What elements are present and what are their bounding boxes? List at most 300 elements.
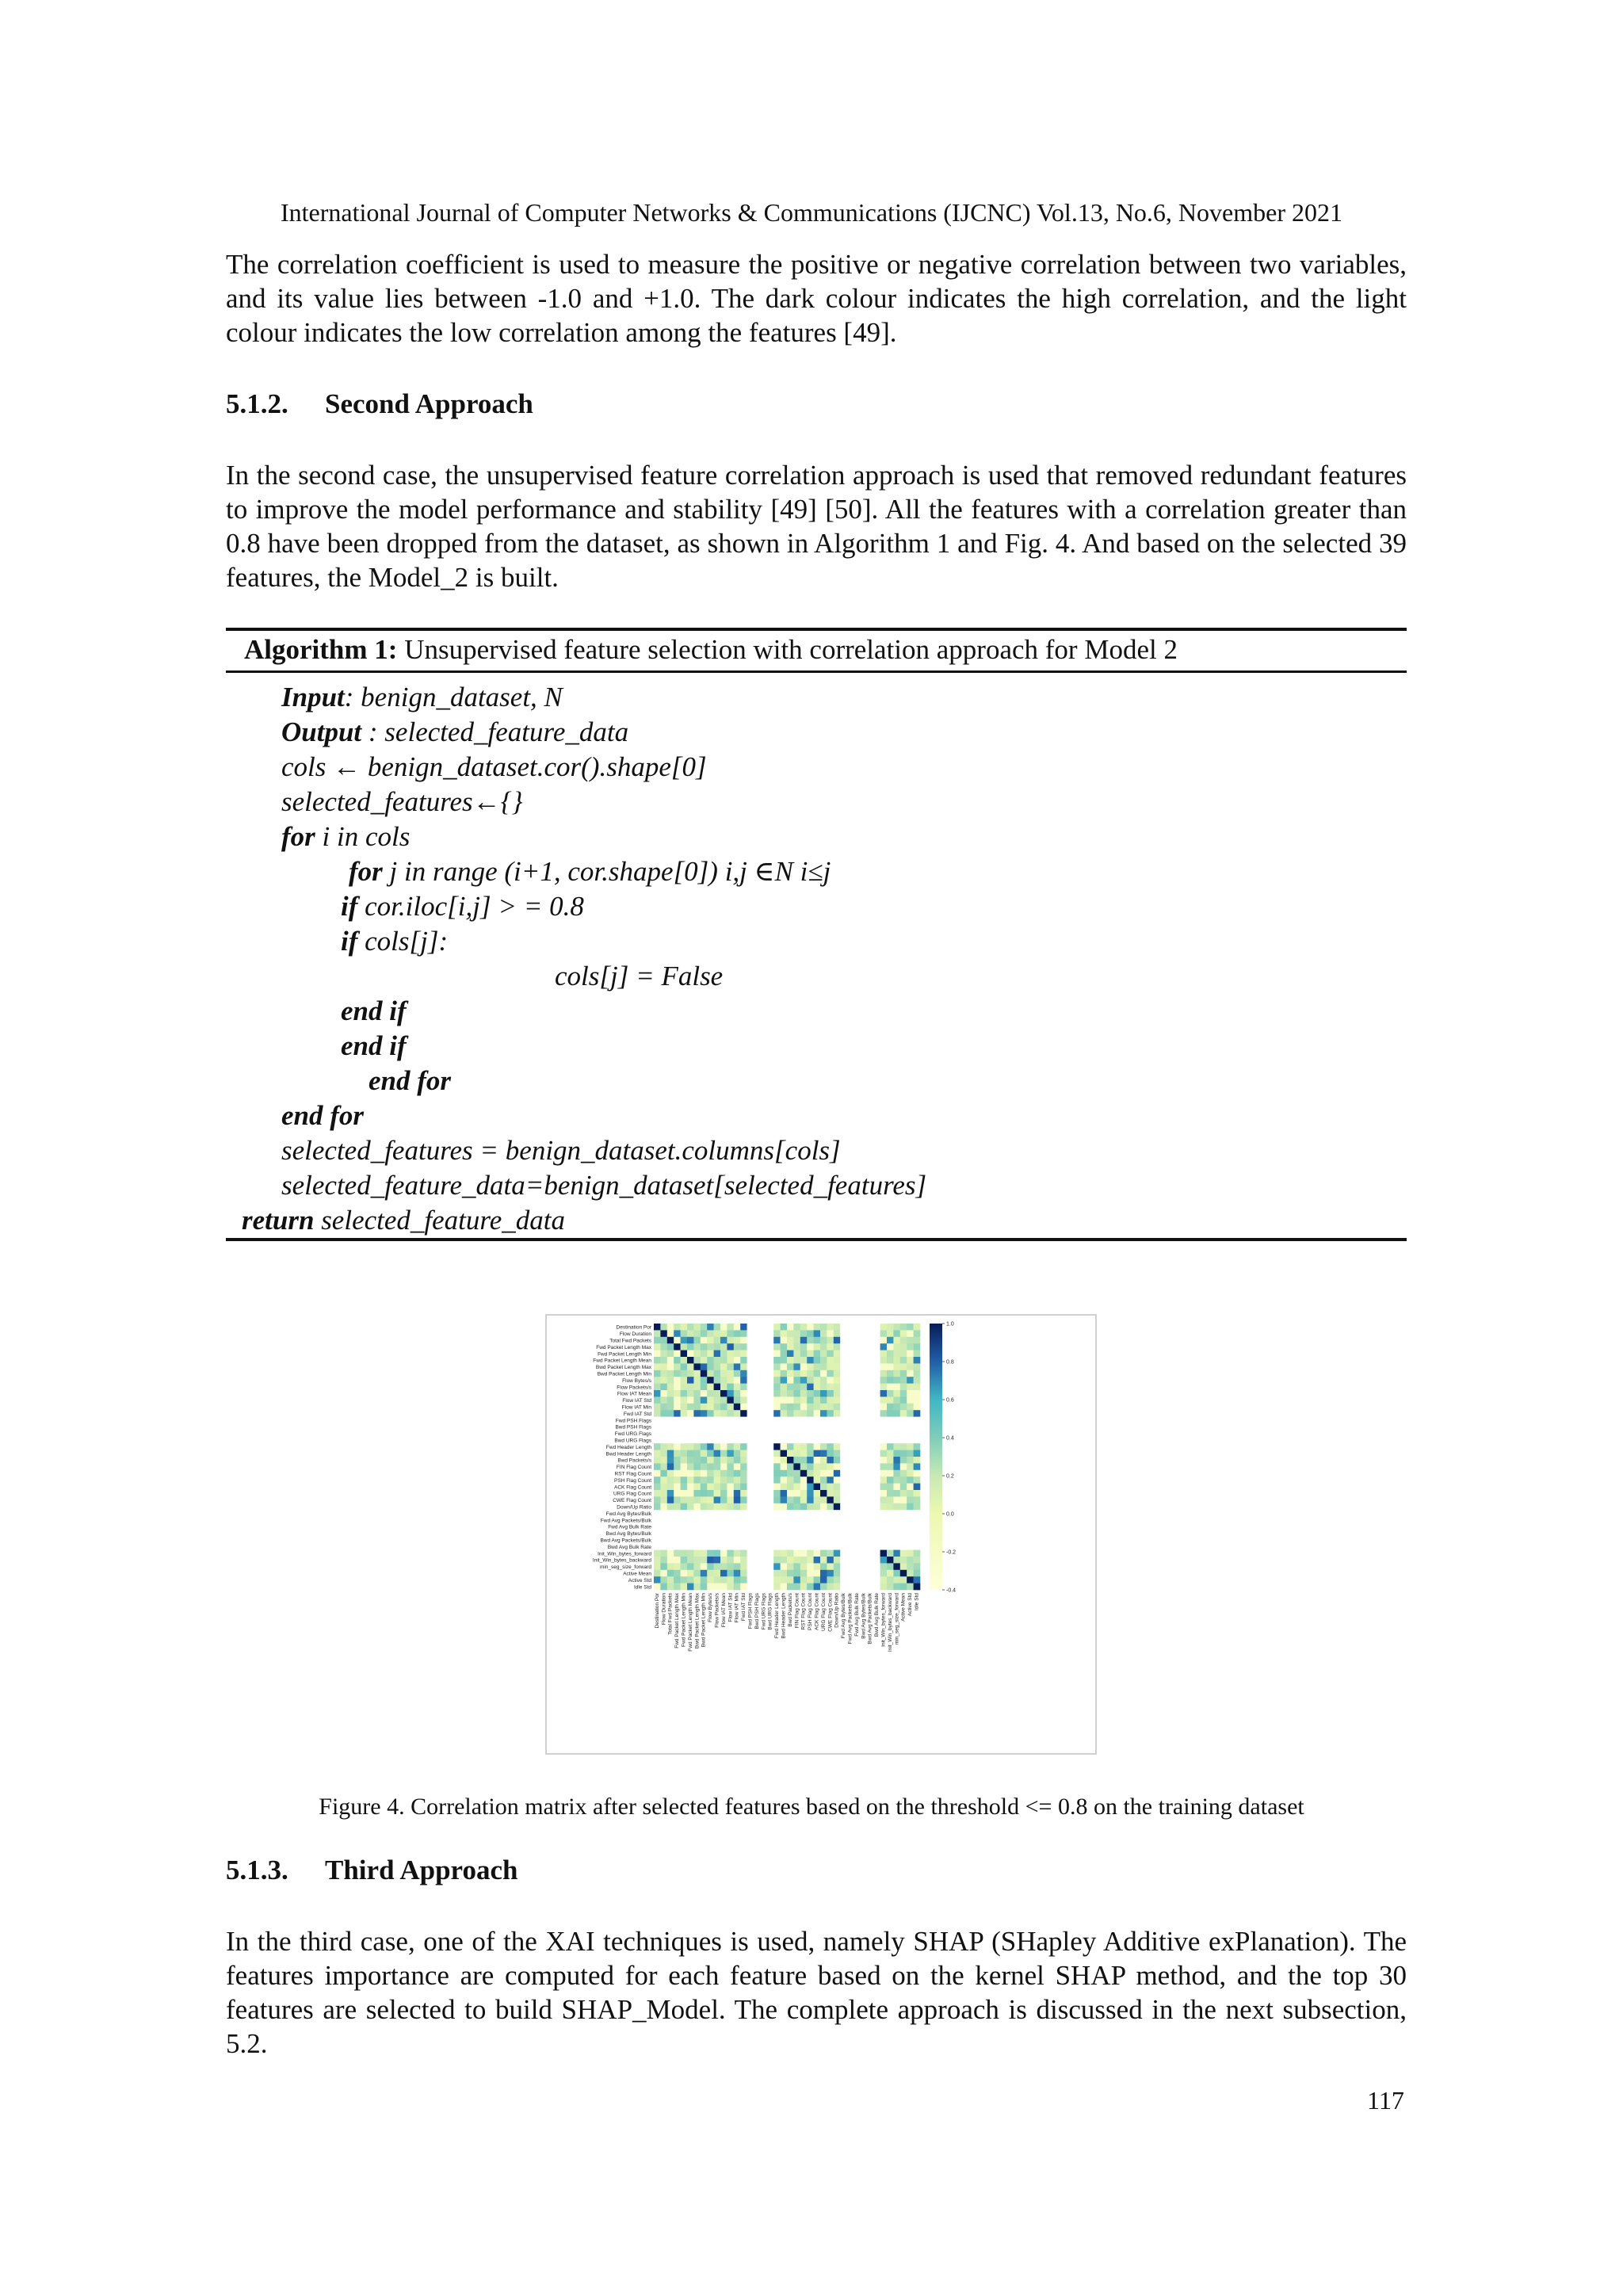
heatmap-cell: [734, 1324, 741, 1331]
heatmap-cell: [701, 1390, 708, 1397]
heatmap-cell: [714, 1550, 721, 1557]
heatmap-cell: [727, 1417, 734, 1424]
heatmap-cell: [693, 1443, 701, 1450]
heatmap-cell: [681, 1550, 688, 1557]
heatmap-cell: [860, 1517, 867, 1524]
heatmap-cell: [760, 1517, 767, 1524]
heatmap-cell: [827, 1484, 834, 1491]
heatmap-cell: [767, 1570, 774, 1577]
heatmap-cell: [693, 1417, 701, 1424]
heatmap-cell: [847, 1417, 854, 1424]
heatmap-cell: [734, 1410, 741, 1417]
heatmap-cell: [807, 1517, 814, 1524]
heatmap-cell: [674, 1537, 681, 1544]
heatmap-cell: [693, 1343, 701, 1350]
heatmap-row-label: Fwd Avg Bytes/Bulk: [605, 1511, 651, 1517]
heatmap-cell: [907, 1343, 914, 1350]
heatmap-cell: [893, 1410, 900, 1417]
heatmap-cell: [814, 1396, 821, 1404]
heatmap-cell: [681, 1570, 688, 1577]
algorithm-line: [555, 961, 723, 992]
heatmap-cell: [807, 1384, 814, 1391]
heatmap-cell: [793, 1423, 800, 1431]
heatmap-cell: [827, 1324, 834, 1331]
heatmap-cell: [727, 1370, 734, 1377]
heatmap-col-label: Flow IAT Min: [734, 1593, 740, 1623]
heatmap-cell: [727, 1437, 734, 1444]
heatmap-cell: [747, 1363, 754, 1370]
heatmap-cell: [807, 1570, 814, 1577]
heatmap-cell: [827, 1576, 834, 1584]
heatmap-cell: [867, 1523, 874, 1530]
heatmap-cell: [714, 1410, 721, 1417]
heatmap-cell: [681, 1337, 688, 1344]
heatmap-cell: [727, 1384, 734, 1391]
heatmap-cell: [887, 1543, 894, 1550]
heatmap-cell: [847, 1384, 854, 1391]
heatmap-cell: [854, 1496, 861, 1503]
heatmap-cell: [793, 1363, 800, 1370]
heatmap-cell: [740, 1496, 747, 1503]
heatmap-cell: [727, 1490, 734, 1497]
heatmap-cell: [707, 1330, 714, 1337]
heatmap-cell: [707, 1404, 714, 1411]
heatmap-cell: [740, 1543, 747, 1550]
heatmap-cell: [787, 1570, 794, 1577]
heatmap-cell: [740, 1550, 747, 1557]
heatmap-cell: [654, 1443, 661, 1450]
heatmap-cell: [854, 1404, 861, 1411]
heatmap-cell: [873, 1503, 880, 1511]
heatmap-cell: [660, 1517, 667, 1524]
heatmap-cell: [900, 1357, 907, 1364]
heatmap-cell: [847, 1324, 854, 1331]
heatmap-cell: [880, 1377, 888, 1384]
heatmap-cell: [800, 1390, 808, 1397]
heatmap-cell: [893, 1390, 900, 1397]
heatmap-cell: [840, 1550, 847, 1557]
heatmap-cell: [754, 1390, 761, 1397]
heatmap-cell: [807, 1496, 814, 1503]
heatmap-cell: [914, 1437, 921, 1444]
heatmap-cell: [660, 1357, 667, 1364]
heatmap-cell: [747, 1557, 754, 1564]
heatmap-cell: [707, 1463, 714, 1470]
heatmap-cell: [860, 1557, 867, 1564]
heatmap-cell: [814, 1410, 821, 1417]
heatmap-cell: [887, 1484, 894, 1491]
heatmap-cell: [707, 1450, 714, 1457]
heatmap-col-label: Bwd Avg Bytes/Bulk: [861, 1593, 867, 1639]
heatmap-cell: [667, 1357, 674, 1364]
heatmap-cell: [834, 1350, 841, 1358]
heatmap-cell: [701, 1370, 708, 1377]
heatmap-col-label: Bwd Packet Length Max: [694, 1593, 701, 1649]
heatmap-cell: [781, 1576, 788, 1584]
heatmap-cell: [740, 1423, 747, 1431]
heatmap-cell: [907, 1443, 914, 1450]
heatmap-cell: [727, 1557, 734, 1564]
heatmap-cell: [893, 1337, 900, 1344]
heatmap-cell: [754, 1490, 761, 1497]
heatmap-cell: [767, 1576, 774, 1584]
heatmap-cell: [880, 1417, 888, 1424]
heatmap-cell: [793, 1484, 800, 1491]
heatmap-cell: [887, 1463, 894, 1470]
heatmap-row-label: Flow IAT Mean: [617, 1391, 651, 1397]
heatmap-cell: [693, 1430, 701, 1437]
heatmap-cell: [773, 1550, 781, 1557]
heatmap-cell: [760, 1417, 767, 1424]
heatmap-cell: [880, 1484, 888, 1491]
heatmap-cell: [720, 1410, 727, 1417]
second-approach-paragraph: In the second case, the unsupervised feature correlation approach is used that removed redundant features to improve the model performance and stability [49] [50]. All the features with a correlation greater than 0.8 have been dropped from the dataset, as shown in Algorithm 1 and Fig. 4. And based on the selected 39 features, the Model_2 is built.: [226, 460, 1407, 593]
heatmap-cell: [747, 1550, 754, 1557]
heatmap-cell: [900, 1404, 907, 1411]
heatmap-cell: [820, 1523, 827, 1530]
heatmap-cell: [747, 1503, 754, 1511]
heatmap-cell: [767, 1470, 774, 1477]
heatmap-cell: [800, 1337, 808, 1344]
heatmap-cell: [854, 1396, 861, 1404]
heatmap-cell: [793, 1450, 800, 1457]
heatmap-cell: [681, 1343, 688, 1350]
heatmap-row-label: ACK Flag Count: [614, 1484, 651, 1491]
heatmap-cell: [827, 1557, 834, 1564]
heatmap-cell: [767, 1557, 774, 1564]
heatmap-cell: [701, 1530, 708, 1537]
heatmap-cell: [907, 1530, 914, 1537]
heatmap-cell: [781, 1517, 788, 1524]
heatmap-cell: [914, 1450, 921, 1457]
heatmap-cell: [654, 1517, 661, 1524]
heatmap-cell: [887, 1437, 894, 1444]
heatmap-cell: [787, 1550, 794, 1557]
heatmap-cell: [701, 1450, 708, 1457]
heatmap-cell: [660, 1576, 667, 1584]
heatmap-cell: [773, 1576, 781, 1584]
heatmap-cell: [747, 1450, 754, 1457]
heatmap-cell: [701, 1550, 708, 1557]
heatmap-cell: [760, 1477, 767, 1484]
heatmap-cell: [900, 1430, 907, 1437]
heatmap-cell: [860, 1510, 867, 1517]
heatmap-cell: [674, 1417, 681, 1424]
heatmap-cell: [914, 1343, 921, 1350]
heatmap-cell: [914, 1384, 921, 1391]
heatmap-cell: [907, 1510, 914, 1517]
heatmap-cell: [667, 1490, 674, 1497]
heatmap-cell: [720, 1450, 727, 1457]
heatmap-cell: [674, 1350, 681, 1358]
heatmap-cell: [701, 1417, 708, 1424]
heatmap-cell: [900, 1543, 907, 1550]
algorithm-bottom-rule: [226, 1238, 1407, 1241]
heatmap-cell: [814, 1517, 821, 1524]
heatmap-cell: [781, 1490, 788, 1497]
heatmap-cell: [747, 1390, 754, 1397]
heatmap-cell: [847, 1390, 854, 1397]
heatmap-cell: [834, 1457, 841, 1464]
heatmap-cell: [760, 1450, 767, 1457]
heatmap-cell: [820, 1457, 827, 1464]
algorithm-line: [242, 1205, 565, 1236]
heatmap-cell: [907, 1517, 914, 1524]
heatmap-cell: [907, 1363, 914, 1370]
heatmap-cell: [740, 1530, 747, 1537]
heatmap-cell: [867, 1370, 874, 1377]
heatmap-cell: [701, 1423, 708, 1431]
heatmap-cell: [914, 1423, 921, 1431]
heatmap-cell: [687, 1410, 694, 1417]
heatmap-cell: [727, 1450, 734, 1457]
heatmap-cell: [727, 1343, 734, 1350]
heatmap-cell: [867, 1550, 874, 1557]
heatmap-cell: [873, 1550, 880, 1557]
heatmap-cell: [707, 1417, 714, 1424]
heatmap-cell: [873, 1337, 880, 1344]
heatmap-cell: [720, 1363, 727, 1370]
heatmap-cell: [740, 1437, 747, 1444]
heatmap-cell: [793, 1523, 800, 1530]
heatmap-cell: [767, 1430, 774, 1437]
heatmap-cell: [834, 1496, 841, 1503]
heatmap-cell: [687, 1496, 694, 1503]
heatmap-cell: [687, 1343, 694, 1350]
heatmap-cell: [660, 1443, 667, 1450]
heatmap-cell: [814, 1496, 821, 1503]
heatmap-cell: [860, 1324, 867, 1331]
heatmap-cell: [867, 1490, 874, 1497]
heatmap-cell: [734, 1457, 741, 1464]
heatmap-cell: [807, 1563, 814, 1570]
heatmap-cell: [867, 1450, 874, 1457]
heatmap-cell: [660, 1370, 667, 1377]
heatmap-cell: [773, 1410, 781, 1417]
heatmap-cell: [914, 1484, 921, 1491]
heatmap-cell: [760, 1563, 767, 1570]
heatmap-cell: [727, 1563, 734, 1570]
heatmap-cell: [667, 1390, 674, 1397]
heatmap-cell: [681, 1437, 688, 1444]
heatmap-cell: [827, 1396, 834, 1404]
heatmap-cell: [667, 1563, 674, 1570]
heatmap-cell: [681, 1384, 688, 1391]
heatmap-cell: [773, 1330, 781, 1337]
heatmap-cell: [854, 1410, 861, 1417]
heatmap-cell: [740, 1517, 747, 1524]
heatmap-cell: [893, 1503, 900, 1511]
heatmap-cell: [674, 1563, 681, 1570]
heatmap-cell: [800, 1510, 808, 1517]
heatmap-row-label: Fwd Packet Length Min: [598, 1351, 651, 1358]
heatmap-cell: [873, 1357, 880, 1364]
heatmap-cell: [687, 1537, 694, 1544]
section-heading-second-approach: [226, 388, 533, 420]
heatmap-cell: [814, 1563, 821, 1570]
heatmap-cell: [887, 1350, 894, 1358]
heatmap-cell: [773, 1450, 781, 1457]
heatmap-cell: [867, 1337, 874, 1344]
heatmap-cell: [760, 1324, 767, 1331]
heatmap-cell: [707, 1470, 714, 1477]
heatmap-cell: [740, 1490, 747, 1497]
heatmap-cell: [907, 1537, 914, 1544]
heatmap-cell: [781, 1330, 788, 1337]
heatmap-cell: [887, 1330, 894, 1337]
heatmap-cell: [734, 1384, 741, 1391]
heatmap-col-label: Bwd Packets/s: [787, 1593, 793, 1627]
heatmap-cell: [760, 1350, 767, 1358]
heatmap-cell: [800, 1437, 808, 1444]
heatmap-cell: [827, 1530, 834, 1537]
heatmap-cell: [720, 1390, 727, 1397]
heatmap-cell: [860, 1437, 867, 1444]
heatmap-cell: [907, 1357, 914, 1364]
heatmap-cell: [834, 1563, 841, 1570]
heatmap-cell: [914, 1377, 921, 1384]
heatmap-cell: [693, 1450, 701, 1457]
heatmap-cell: [800, 1477, 808, 1484]
heatmap-cell: [701, 1396, 708, 1404]
heatmap-cell: [734, 1423, 741, 1431]
heatmap-cell: [827, 1523, 834, 1530]
heatmap-row-label: Init_Win_bytes_forward: [598, 1551, 651, 1557]
heatmap-cell: [787, 1384, 794, 1391]
heatmap-cell: [714, 1370, 721, 1377]
heatmap-cell: [674, 1324, 681, 1331]
heatmap-cell: [773, 1543, 781, 1550]
heatmap-cell: [827, 1430, 834, 1437]
heatmap-cell: [820, 1430, 827, 1437]
heatmap-cell: [887, 1557, 894, 1564]
heatmap-cell: [754, 1363, 761, 1370]
heatmap-cell: [767, 1563, 774, 1570]
heatmap-cell: [873, 1584, 880, 1591]
heatmap-cell: [660, 1437, 667, 1444]
heatmap-cell: [773, 1430, 781, 1437]
heatmap-cell: [727, 1543, 734, 1550]
heatmap-cell: [674, 1443, 681, 1450]
heatmap-cell: [734, 1484, 741, 1491]
heatmap-cell: [674, 1404, 681, 1411]
heatmap-cell: [707, 1396, 714, 1404]
heatmap-cell: [693, 1530, 701, 1537]
heatmap-cell: [860, 1563, 867, 1570]
heatmap-cell: [807, 1330, 814, 1337]
heatmap-cell: [914, 1363, 921, 1370]
heatmap-col-label: PSH Flag Count: [808, 1593, 814, 1630]
heatmap-cell: [674, 1437, 681, 1444]
heatmap-cell: [660, 1523, 667, 1530]
heatmap-cell: [807, 1490, 814, 1497]
heatmap-cell: [681, 1390, 688, 1397]
heatmap-cell: [840, 1503, 847, 1511]
heatmap-cell: [654, 1377, 661, 1384]
heatmap-cell: [687, 1396, 694, 1404]
heatmap-cell: [854, 1463, 861, 1470]
heatmap-cell: [720, 1550, 727, 1557]
heatmap-cell: [674, 1370, 681, 1377]
heatmap-cell: [773, 1417, 781, 1424]
heatmap-cell: [734, 1396, 741, 1404]
heatmap-cell: [793, 1537, 800, 1544]
heatmap-cell: [900, 1496, 907, 1503]
heatmap-cell: [773, 1357, 781, 1364]
heatmap-cell: [754, 1477, 761, 1484]
heatmap-cell: [787, 1510, 794, 1517]
heatmap-cell: [873, 1330, 880, 1337]
heatmap-cell: [740, 1363, 747, 1370]
heatmap-cell: [693, 1510, 701, 1517]
heatmap-cell: [773, 1523, 781, 1530]
heatmap-cell: [701, 1330, 708, 1337]
algorithm-line: [341, 1030, 407, 1062]
heatmap-cell: [773, 1517, 781, 1524]
heatmap-cell: [854, 1390, 861, 1397]
heatmap-cell: [701, 1543, 708, 1550]
heatmap-cell: [867, 1576, 874, 1584]
heatmap-cell: [787, 1457, 794, 1464]
heatmap-cell: [687, 1510, 694, 1517]
heatmap-cell: [714, 1450, 721, 1457]
heatmap-cell: [681, 1523, 688, 1530]
heatmap-cell: [867, 1470, 874, 1477]
heatmap-cell: [914, 1563, 921, 1570]
algorithm-keyword: end if: [341, 1030, 407, 1061]
heatmap-cell: [787, 1496, 794, 1503]
heatmap-cell: [781, 1357, 788, 1364]
heatmap-cell: [873, 1576, 880, 1584]
heatmap-cell: [900, 1570, 907, 1577]
heatmap-cell: [767, 1423, 774, 1431]
heatmap-cell: [807, 1543, 814, 1550]
heatmap-cell: [834, 1490, 841, 1497]
heatmap-cell: [760, 1437, 767, 1444]
heatmap-cell: [860, 1523, 867, 1530]
heatmap-cell: [727, 1503, 734, 1511]
heatmap-cell: [660, 1537, 667, 1544]
heatmap-cell: [701, 1557, 708, 1564]
heatmap-cell: [654, 1410, 661, 1417]
heatmap-cell: [800, 1430, 808, 1437]
heatmap-col-label: ACK Flag Count: [814, 1593, 820, 1630]
heatmap-cell: [734, 1363, 741, 1370]
heatmap-row-label: Destination Por: [616, 1324, 651, 1331]
algorithm-keyword: Output: [281, 716, 362, 747]
heatmap-cell: [747, 1343, 754, 1350]
heatmap-cell: [687, 1330, 694, 1337]
heatmap-cell: [793, 1496, 800, 1503]
heatmap-cell: [807, 1537, 814, 1544]
heatmap-cell: [827, 1450, 834, 1457]
heatmap-cell: [834, 1477, 841, 1484]
heatmap-cell: [880, 1370, 888, 1377]
heatmap-cell: [914, 1330, 921, 1337]
heatmap-cell: [834, 1510, 841, 1517]
heatmap-cell: [880, 1510, 888, 1517]
algorithm-line: [281, 821, 410, 853]
heatmap-cell: [714, 1496, 721, 1503]
heatmap-cell: [867, 1390, 874, 1397]
heatmap-cell: [767, 1517, 774, 1524]
heatmap-cell: [907, 1570, 914, 1577]
heatmap-cell: [787, 1357, 794, 1364]
heatmap-cell: [834, 1337, 841, 1344]
heatmap-cell: [834, 1463, 841, 1470]
heatmap-cell: [660, 1396, 667, 1404]
heatmap-cell: [787, 1377, 794, 1384]
